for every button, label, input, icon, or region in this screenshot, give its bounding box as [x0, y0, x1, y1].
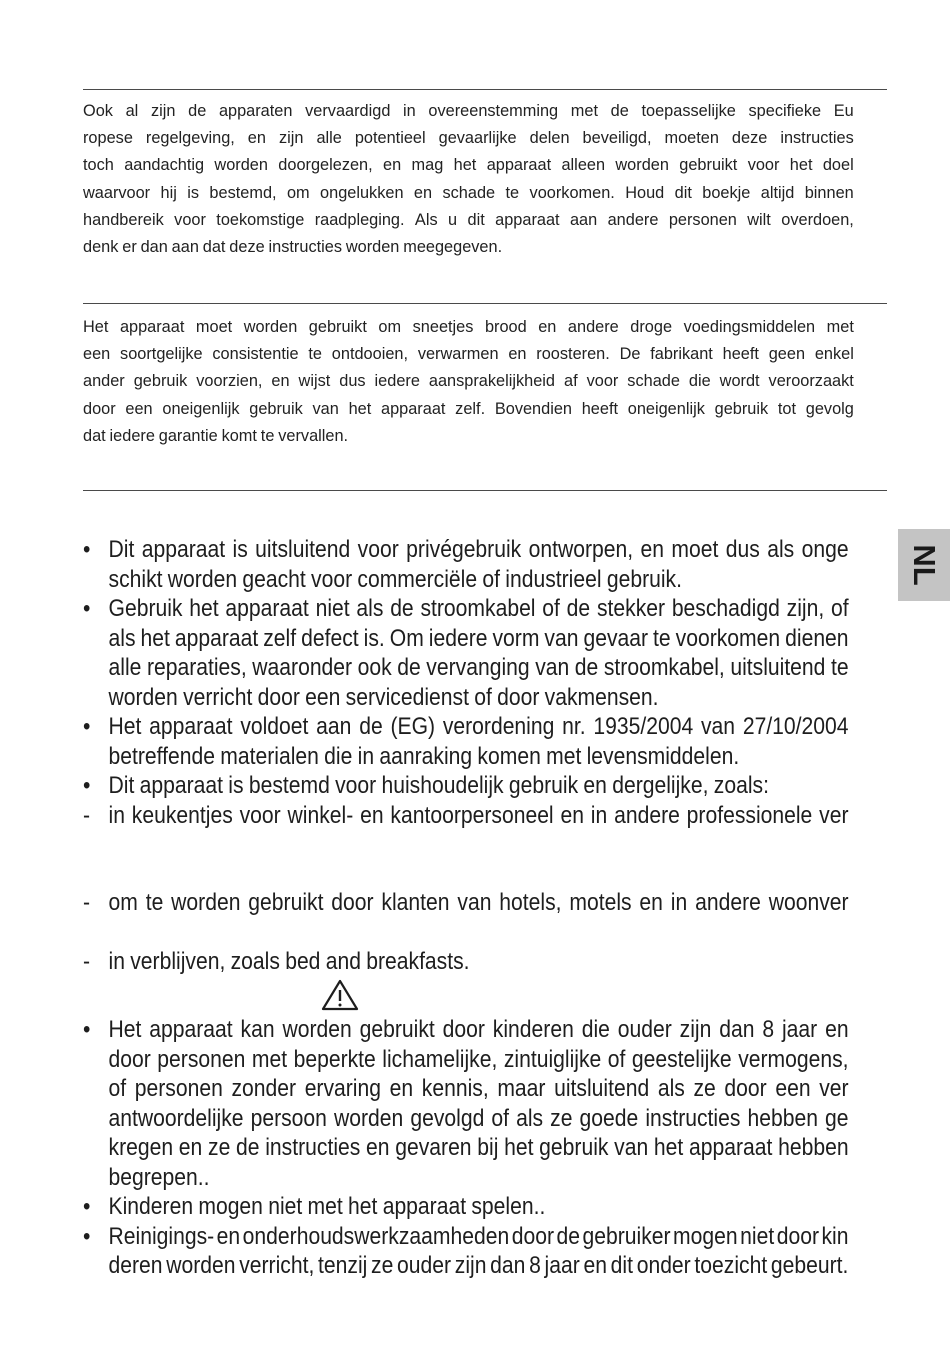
list-item-text: Het apparaat kan worden gebruikt door kinderen die ouder zijn dan 8 jaar en: [108, 1016, 849, 1043]
list-marker: -: [83, 889, 91, 916]
list-line: [83, 712, 849, 742]
list-marker: •: [83, 713, 91, 740]
dash-item-bnb: [83, 947, 849, 977]
list-item-text: als het apparaat zelf defect is. Om iedere vorm van gevaar te voorkomen dienen: [108, 624, 849, 652]
rule-use-section: [83, 303, 887, 304]
list-marker: •: [83, 595, 91, 622]
rule-safety-section: [83, 490, 887, 491]
safety-list: [83, 535, 849, 830]
warning-triangle-icon: [320, 978, 360, 1012]
list-item-text: Kinderen mogen niet met het apparaat spelen..: [108, 1193, 546, 1220]
text-line: ander gebruik voorzien, en wijst dus iedere aansprakelijkheid af voor schade die wordt veroorzaakt: [83, 371, 854, 391]
list-item-text: betreffende materialen die in aanraking komen met levensmiddelen.: [108, 742, 740, 770]
list-item-text: antwoordelijke persoon worden gevolgd of als ze goede instructies hebben ge: [108, 1104, 849, 1132]
list-item-text: Dit apparaat is uitsluitend voor privégebruik ontworpen, en moet dus als onge: [108, 536, 849, 563]
list-marker: [83, 1133, 109, 1163]
list-marker: [83, 1163, 109, 1193]
list-line: [83, 801, 849, 831]
list-line: [83, 771, 849, 801]
list-marker: -: [83, 801, 91, 829]
list-line: [83, 1104, 849, 1134]
language-tab-label: NL: [907, 544, 942, 586]
list-item-text: alle reparaties, waaronder ook de vervanging van de stroomkabel, uitsluitend te: [108, 654, 849, 681]
list-line: [83, 535, 849, 565]
list-marker: [83, 624, 109, 654]
list-item-text: Het apparaat voldoet aan de (EG) verordening nr. 1935/2004 van 27/10/2004: [108, 713, 849, 740]
text-line: handbereik voor toekomstige raadpleging. Als u dit apparaat aan andere personen wilt overdoen,: [83, 209, 854, 229]
list-line: [83, 1222, 849, 1252]
list-line: [83, 1251, 849, 1281]
list-marker: [83, 1045, 109, 1075]
list-marker: •: [83, 772, 91, 799]
rule-top: [83, 89, 887, 90]
list-item-text: worden verricht door een servicedienst of door vakmensen.: [108, 683, 659, 711]
list-item-text: Gebruik het apparaat niet als de stroomkabel of de stekker beschadigd zijn, of: [108, 595, 849, 622]
list-marker: [83, 1251, 109, 1281]
list-line: [83, 1133, 849, 1163]
list-line: [83, 565, 849, 595]
intended-use-paragraph: [83, 313, 854, 449]
list-marker: [83, 742, 109, 772]
list-marker: •: [83, 1222, 91, 1250]
list-item-text: kregen en ze de instructies en gevaren bij het gebruik van het apparaat hebben: [108, 1134, 849, 1161]
text-line: waarvoor hij is bestemd, om ongelukken en schade te voorkomen. Houd dit boekje altijd binnen: [83, 182, 854, 202]
list-line: [83, 742, 849, 772]
list-line: [83, 1074, 849, 1104]
list-line: [83, 624, 849, 654]
children-safety-list: [83, 1015, 849, 1281]
list-line: [83, 1192, 849, 1222]
list-line: [83, 653, 849, 683]
list-item-text: of personen zonder ervaring en kennis, maar uitsluitend als ze door een ver: [108, 1075, 849, 1102]
language-tab: [898, 529, 950, 601]
list-marker: [83, 1104, 109, 1134]
text-line: dat iedere garantie komt te vervallen.: [83, 425, 349, 445]
list-marker: -: [83, 948, 91, 975]
list-marker: •: [83, 1193, 91, 1220]
text-line: een soortgelijke consistentie te ontdooien, verwarmen en roosteren. De fabrikant heeft geen enkel: [83, 344, 854, 364]
list-item-text: Dit apparaat is bestemd voor huishoudelijk gebruik en dergelijke, zoals:: [108, 772, 769, 799]
list-line: [83, 1045, 849, 1075]
list-marker: [83, 683, 109, 713]
list-item-text: begrepen..: [108, 1163, 210, 1191]
text-line: denk er dan aan dat deze instructies worden meegegeven.: [83, 237, 503, 257]
list-item-text: schikt worden geacht voor commerciële of industrieel gebruik.: [108, 565, 682, 593]
text-line: Het apparaat moet worden gebruikt om sneetjes brood en andere droge voedingsmiddelen met: [83, 317, 854, 336]
text-line: toch aandachtig worden doorgelezen, en mag het apparaat alleen worden gebruikt voor het doel: [83, 155, 854, 175]
list-marker: [83, 653, 109, 683]
list-item-text: deren worden verricht, tenzij ze ouder zijn dan 8 jaar en dit onder toezicht gebeurt.: [108, 1252, 849, 1279]
list-item-text: om te worden gebruikt door klanten van hotels, motels en in andere woonver: [108, 889, 849, 916]
list-item-text: Reinigings- en onderhoudswerkzaamheden door de gebruiker mogen niet door kin: [108, 1222, 849, 1250]
list-item-text: in keukentjes voor winkel- en kantoorpersoneel en in andere professionele ver: [108, 801, 849, 829]
text-line: Ook al zijn de apparaten vervaardigd in overeenstemming met de toepasselijke specifieke Eu: [83, 101, 854, 120]
list-line: [83, 1163, 849, 1193]
intro-paragraph: [83, 97, 854, 260]
list-item-text: door personen met beperkte lichamelijke, zintuiglijke of geestelijke vermogens,: [108, 1045, 849, 1073]
list-marker: [83, 1074, 109, 1104]
list-line: [83, 1015, 849, 1045]
list-marker: [83, 565, 109, 595]
list-line: [83, 594, 849, 624]
dash-item-hotels: [83, 888, 849, 918]
list-item-text: in verblijven, zoals bed and breakfasts.: [108, 948, 470, 975]
text-line: ropese regelgeving, en zijn alle potentieel gevaarlijke delen beveiligd, moeten deze instructies: [83, 128, 854, 148]
list-line: [83, 683, 849, 713]
list-marker: •: [83, 1016, 91, 1043]
text-line: door een oneigenlijk gebruik van het apparaat zelf. Bovendien heeft oneigenlijk gebruik tot gevolg: [83, 398, 854, 418]
list-marker: •: [83, 536, 91, 563]
